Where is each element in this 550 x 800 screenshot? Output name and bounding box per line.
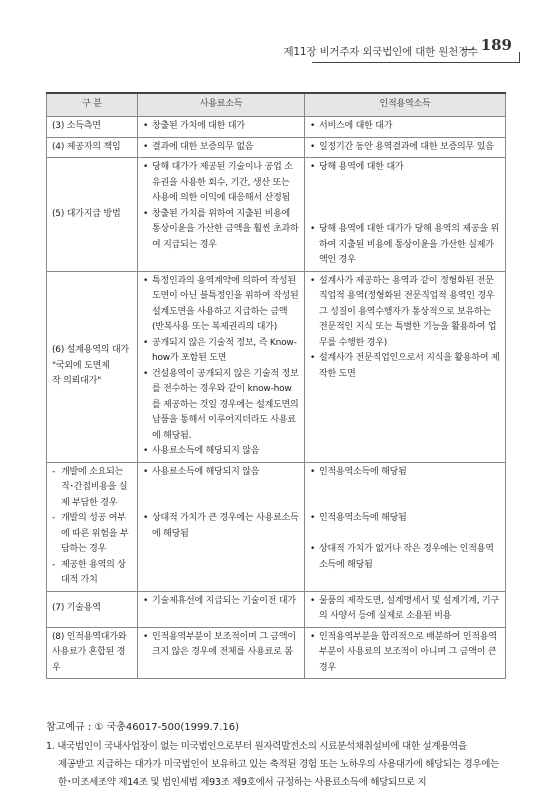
item-number: 1. (46, 741, 55, 752)
spacer (310, 207, 500, 223)
item-continuation: 제공받고 지급하는 대가가 미국법인이 보유하고 있는 축적된 경험 또는 노하우의 사용대가에 해당되는 경우에는 한･미조세조약 제14조 및 법인세법 제93조 제9호에서 규정하는 사용료소득에 해당되므로 지 (58, 759, 499, 788)
spacer (310, 176, 500, 192)
table-body (47, 117, 506, 679)
reference-ruling-heading: 참고예규 : ① 국총46017-500(1999.7.16) (46, 722, 240, 733)
table-header-row (47, 93, 506, 117)
bullet-item: • 상대적 가치가 없거나 작은 경우에는 인적용역소득에 해당됨 (310, 542, 500, 573)
row-label (47, 627, 138, 679)
table-row (47, 462, 506, 591)
header-service: 인적용역소득 (305, 93, 506, 117)
service-cell (305, 271, 506, 462)
table-row (47, 117, 506, 138)
table-row (47, 627, 506, 679)
spacer (143, 496, 299, 512)
cell-line: (6) 설계용역의 대가 (52, 345, 129, 356)
bullet-item: • 당해 용역에 대한 대가가 당해 용역의 제공을 위하여 지출된 비용에 통상이윤을 가산한 실제가액인 경우 (310, 222, 500, 269)
table-row (47, 271, 506, 462)
header-bracket (511, 52, 520, 63)
bullet-item: • 인적용역부분을 합리적으로 배분하여 인적용역부분이 사용료의 보조적이 아니며 그 금액이 큰 경우 (310, 630, 500, 677)
cell-line: (7) 기술용역 (52, 603, 101, 614)
item-first-line: 내국법인이 국내사업장이 없는 미국법인으로부터 원자력발전소의 시료분석채취설비에 대한 설계용역을 (57, 741, 467, 752)
bullet-item: • 설계사가 전문직업인으로서 지식을 활용하여 제작한 도면 (310, 351, 500, 382)
bullet-item: • 공개되지 않은 기술적 정보, 즉 Know-how가 포함된 도면 (143, 336, 299, 367)
royalty-cell (138, 137, 305, 158)
cell-line: (4) 제공자의 책임 (52, 141, 121, 152)
dash-item: - 제공한 용역의 상대적 가치 (52, 558, 132, 589)
bullet-item: • 당해 용역에 대한 대가 (310, 160, 500, 176)
dash-item: - 개발에 소요되는 직･간접비용을 실제 부담한 경우 (52, 465, 132, 512)
header-category: 구 분 (47, 93, 138, 117)
row-label (47, 137, 138, 158)
cell-line: 작 의뢰대가" (52, 376, 102, 387)
table-row (47, 591, 506, 627)
bullet-item: • 상대적 가치가 큰 경우에는 사용료소득에 해당됨 (143, 511, 299, 542)
page-header (0, 0, 550, 62)
royalty-cell (138, 158, 305, 272)
service-cell (305, 627, 506, 679)
comparison-table (46, 92, 506, 679)
chapter-title: 제11장 비거주자 외국법인에 대한 원천징수 (283, 46, 478, 58)
table-row (47, 158, 506, 272)
bullet-item: • 건설용역이 공개되지 않은 기술적 정보를 전수하는 경우와 같이 know-how를 제공하는 것일 경우에는 설계도면의 납품을 통해서 이루어지더라도 사용료에 해당됨. (143, 367, 299, 445)
bullet-item: • 인적용역소득에 해당됨 (310, 511, 500, 527)
cell-line: (3) 소득측면 (52, 121, 101, 131)
royalty-cell (138, 627, 305, 679)
bullet-item: • 창출된 가치에 대한 대가 (143, 119, 299, 135)
cell-line: (5) 대가지급 방법 (52, 208, 121, 219)
reference-ruling-text (46, 738, 506, 792)
row-label (47, 158, 138, 272)
row-label (47, 117, 138, 138)
row-label (47, 591, 138, 627)
page-number: 189 (480, 36, 512, 54)
bullet-item: • 특정인과의 용역계약에 의하여 작성된 도면이 아닌 블특정인을 위하여 작성된 설계도면을 사용하고 지급하는 금액(반복사용 또는 복제권리의 대가) (143, 274, 299, 336)
spacer (310, 496, 500, 512)
bullet-item: • 사용료소득에 해당되지 않음 (143, 465, 299, 481)
header-royalty: 사용료소득 (138, 93, 305, 117)
bullet-item: • 당해 대가가 제공된 기술이나 공업 소유권을 사용한 회수, 기간, 생산 또는 사용에 의한 이익에 대응해서 산정됨 (143, 160, 299, 207)
service-cell (305, 137, 506, 158)
spacer (310, 191, 500, 207)
bullet-item: • 기술제휴선에 지급되는 기술이전 대가 (143, 594, 299, 610)
header-dash (462, 49, 474, 50)
bullet-item: • 사용료소득에 해당되지 않음 (143, 444, 299, 460)
bullet-item: • 설계사가 제공하는 용역과 같이 정형화된 전문직업적 용역(정형화된 전문직업적 용역인 경우 그 성질이 용역수행자가 통상적으로 보유하는 전문적인 지식 또는 특별한 기능을 활용하여 업무를 수행한 경우) (310, 274, 500, 352)
row-label (47, 462, 138, 591)
service-cell (305, 591, 506, 627)
royalty-cell (138, 462, 305, 591)
dash-item: - 개발의 성공 여부에 따른 위험을 부담하는 경우 (52, 511, 132, 558)
cell-line: (8) 인적용역대가와 사용료가 혼합된 경우 (52, 631, 127, 673)
royalty-cell (138, 117, 305, 138)
service-cell (305, 158, 506, 272)
bullet-item: • 일정기간 동안 용역결과에 대한 보증의무 있음 (310, 140, 500, 156)
bullet-item: • 인적용역부분이 보조적이며 그 금액이 크지 않은 경우에 전체를 사용료로 봄 (143, 630, 299, 661)
bullet-item: • 서비스에 대한 대가 (310, 119, 500, 135)
service-cell (305, 117, 506, 138)
bullet-item: • 결과에 대한 보증의무 없음 (143, 140, 299, 156)
bullet-item: • 인적용역소득에 해당됨 (310, 465, 500, 481)
service-cell (305, 462, 506, 591)
bullet-item: • 물품의 제작도면, 설계명세서 및 설계기계, 기구의 사양서 등에 실제로 소용된 비용 (310, 594, 500, 625)
spacer (310, 527, 500, 543)
royalty-cell (138, 271, 305, 462)
cell-line: "국외에 도면제 (52, 360, 110, 371)
spacer (310, 480, 500, 496)
spacer (143, 480, 299, 496)
row-label (47, 271, 138, 462)
header-rule (312, 62, 512, 63)
bullet-item: • 창출된 가치를 위하여 지출된 비용에 통상이윤을 가산한 금액을 훨씬 초과하여 지급되는 경우 (143, 207, 299, 254)
table-row (47, 137, 506, 158)
royalty-cell (138, 591, 305, 627)
